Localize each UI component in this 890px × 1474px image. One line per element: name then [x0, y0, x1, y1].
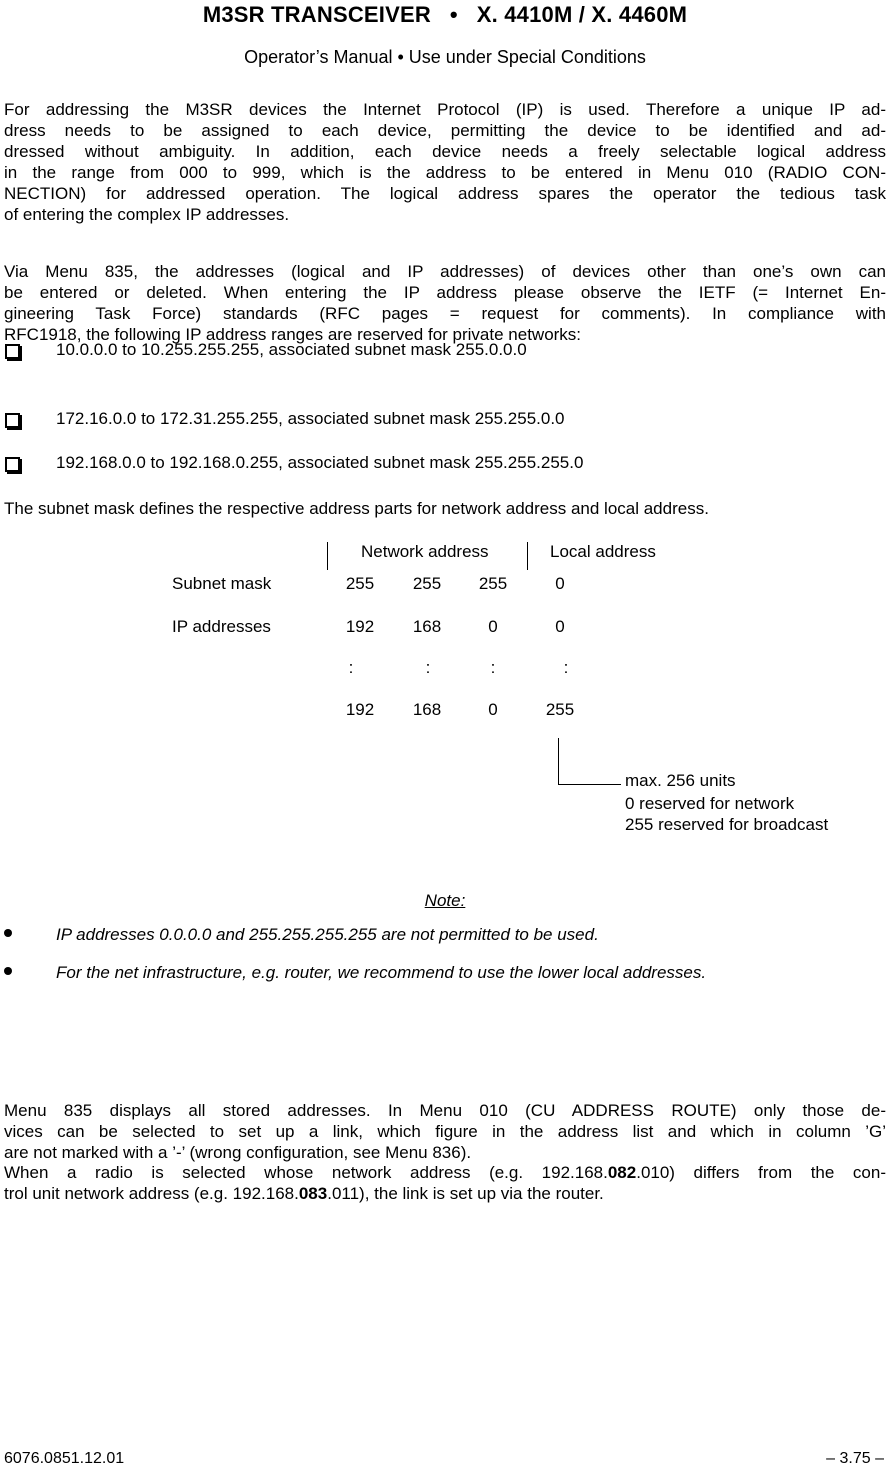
- ellipsis-4: :: [563, 658, 569, 677]
- ip-last-octet-1: 192: [345, 700, 375, 719]
- ip-last-octet-2: 168: [412, 700, 442, 719]
- ip-addresses-label: IP addresses: [172, 617, 271, 636]
- range-item: 10.0.0.0 to 10.255.255.255, associated subnet mask 255.0.0.0: [56, 340, 527, 359]
- network-address-left-divider: [327, 542, 328, 570]
- text-run: .010) differs from the con-: [636, 1163, 886, 1182]
- ip-first-octet-4: 0: [555, 617, 565, 636]
- ellipsis-2: :: [425, 658, 431, 677]
- text-line: dress needs to be assigned to each device, permitting the device to be identified and ad-: [4, 121, 886, 140]
- page-title: M3SR TRANSCEIVER • X. 4410M / X. 4460M: [202, 2, 688, 27]
- text-run: .011), the link is set up via the router.: [327, 1184, 604, 1203]
- network-address-right-divider: [527, 542, 528, 570]
- bold-octet: 082: [607, 1163, 637, 1182]
- range-item: 192.168.0.0 to 192.168.0.255, associated subnet mask 255.255.255.0: [56, 453, 584, 472]
- text-line: gineering Task Force) standards (RFC pages = request for comments). In compliance with: [4, 304, 886, 323]
- paragraph-router: [4, 1162, 886, 1204]
- text-line: Menu 835 displays all stored addresses. In Menu 010 (CU ADDRESS ROUTE) only those de-: [4, 1101, 886, 1120]
- annotation-connector-vertical: [558, 738, 559, 784]
- text-run: trol unit network address (e.g. 192.168.: [4, 1184, 299, 1203]
- local-address-label: Local address: [550, 542, 656, 561]
- bold-octet: 083: [298, 1184, 328, 1203]
- ellipsis-3: :: [490, 658, 496, 677]
- text-line: NECTION) for addressed operation. The logical address spares the operator the tedious task: [4, 184, 886, 203]
- text-line: RFC1918, the following IP address ranges are reserved for private networks:: [4, 325, 582, 344]
- text-run: When a radio is selected whose network address (e.g. 192.168.: [4, 1163, 608, 1182]
- text-line: For addressing the M3SR devices the Internet Protocol (IP) is used. Therefore a unique IP ad-: [4, 100, 886, 119]
- paragraph-menu-010: [4, 1100, 886, 1163]
- page-subtitle: Operator’s Manual • Use under Special Conditions: [244, 47, 646, 67]
- text-line: [4, 1162, 886, 1183]
- subnet-mask-octet-3: 255: [478, 574, 508, 593]
- paragraph-ip-addressing: [4, 99, 886, 225]
- text-line: dressed without ambiguity. In addition, each device needs a freely selectable logical address: [4, 142, 886, 161]
- subnet-mask-octet-1: 255: [345, 574, 375, 593]
- note-item: For the net infrastructure, e.g. router, we recommend to use the lower local addresses.: [56, 963, 707, 982]
- paragraph-menu-835: [4, 261, 886, 345]
- annotation-connector-horizontal: [558, 784, 621, 785]
- text-line: The subnet mask defines the respective address parts for network address and local address.: [4, 499, 709, 518]
- network-address-label: Network address: [361, 542, 489, 561]
- ip-first-octet-3: 0: [488, 617, 498, 636]
- subnet-sentence: [4, 498, 886, 519]
- text-line: be entered or deleted. When entering the IP address please observe the IETF (= Internet En-: [4, 283, 886, 302]
- ip-first-octet-1: 192: [345, 617, 375, 636]
- text-line: vices can be selected to set up a link, which figure in the address list and which in column ’G’: [4, 1122, 886, 1141]
- text-line: in the range from 000 to 999, which is the address to be entered in Menu 010 (RADIO CON-: [4, 163, 886, 182]
- checkbox-icon: [5, 413, 20, 428]
- subnet-mask-octet-4: 0: [555, 574, 565, 593]
- ip-first-octet-2: 168: [412, 617, 442, 636]
- note-item: IP addresses 0.0.0.0 and 255.255.255.255 are not permitted to be used.: [56, 925, 599, 944]
- subnet-mask-label: Subnet mask: [172, 574, 272, 593]
- annotation-network-reserved: 0 reserved for network: [625, 794, 795, 813]
- ellipsis-1: :: [348, 658, 354, 677]
- subnet-mask-octet-2: 255: [412, 574, 442, 593]
- bullet-icon: [4, 929, 12, 937]
- bullet-icon: [4, 967, 12, 975]
- note-title: Note:: [424, 891, 466, 910]
- checkbox-icon: [5, 457, 20, 472]
- text-line: are not marked with a ’-’ (wrong configuration, see Menu 836).: [4, 1143, 472, 1162]
- ip-last-octet-3: 0: [488, 700, 498, 719]
- text-line: of entering the complex IP addresses.: [4, 205, 290, 224]
- footer-doc-number: 6076.0851.12.01: [4, 1450, 125, 1467]
- text-line: Via Menu 835, the addresses (logical and IP addresses) of devices other than one’s own can: [4, 262, 886, 281]
- footer-page-number: – 3.75 –: [826, 1450, 884, 1467]
- range-item: 172.16.0.0 to 172.31.255.255, associated subnet mask 255.255.0.0: [56, 409, 565, 428]
- annotation-max-units: max. 256 units: [625, 771, 736, 790]
- annotation-broadcast-reserved: 255 reserved for broadcast: [625, 815, 829, 834]
- checkbox-icon: [5, 344, 20, 359]
- text-line: [4, 1183, 886, 1204]
- ip-last-octet-4: 255: [545, 700, 575, 719]
